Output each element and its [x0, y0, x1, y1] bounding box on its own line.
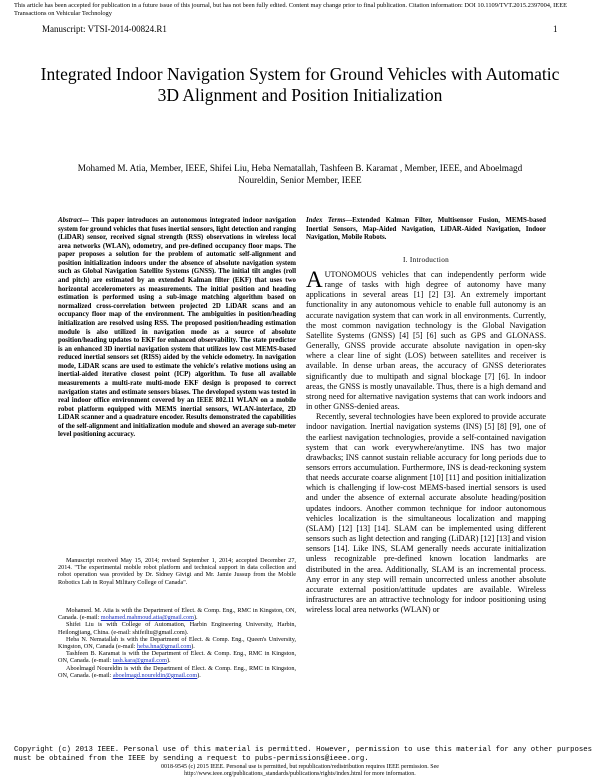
abstract-label: Abstract: [58, 217, 82, 224]
abstract-text: — This paper introduces an autonomous integrated indoor navigation system for ground vehicles that fuses inertial sensors, light detection and ranging (LiDAR) sensor, received signal strength (RSS) observations in wireless local area networks (WLAN), odometry, and pre-defined occupancy floor maps. The paper proposes a solution for the problem of automatic self-alignment and position initialization indoors under the absence of absolute navigation system such as Global Navigation Satellite Systems (GNSS). The initial tilt angles (roll and pitch) are estimated by an extended Kalman filter (EKF) that uses two horizontal accelerometers as measurements. The initial position and heading estimation is performed using a sub-image matching algorithm based on normalized cross-correlation between projected 2D LiDAR scans and an occupancy floor map of the environment. The ambiguities in position/heading initialization are resolved using RSS. The proposed position/heading estimation module is also utilized in navigation mode as a source of absolute position/heading updates to EKF for enhanced observability. The state predictor is an enhanced 3D inertial navigation system that utilizes low cost MEMS-based reduced inertial sensors set (RISS) aided by the vehicle odometry. In navigation mode, LiDAR scans are used to estimate the vehicle's relative motions using an inertial-aided iterative closest point (ICP) algorithm. To fuse all available measurements a multi-rate multi-mode EKF design is proposed to correct navigation states and estimate sensors biases. The developed system was tested in real indoor office environment covered by an IEEE 802.11 WLAN on a mobile robot platform equipped with MEMS inertial sensors, WLAN-interface, 2D LiDAR scanner and a quadrature encoder. Results demonstrated the capabilities of the self-alignment and initialization module and showed an average sub-meter level positioning accuracy.: [58, 217, 296, 439]
affiliation-heba: Heba N. Nematallah is with the Department of Elect. & Comp. Eng., Queen's University, Kingston, ON, Canada (e-mail: heba.hna@gmail.com).: [58, 635, 296, 651]
footnote-received-text: Manuscript received May 15, 2014; revised September 1, 2014; accepted December 27, 2014. "The experimental mobile robot platform and technical support in data collection and robot operation was provided by Dr. Sidney Givigi and Mr. Jamie Jussup from the Mobile Robotics Lab in Royal Military College of Canada".: [58, 557, 296, 586]
index-terms-label: Index Terms: [306, 217, 346, 224]
affiliation-karamat: Tashfeen B. Karamat is with the Department of Elect. & Comp. Eng., RMC in Kingston, ON, Canada. (e-mail: tash.kara@gmail.com).: [58, 650, 296, 665]
drop-cap: A: [306, 267, 323, 292]
email-link-karamat[interactable]: tash.kara@gmail.com: [112, 657, 167, 665]
bottom-permission-note: 0018-9545 (c) 2015 IEEE. Personal use is permitted, but republication/redistribution requires IEEE permission. See http://www.ieee.org/publications_standards/publications/rights/index.html for more information.: [14, 764, 586, 777]
top-citation-note: This article has been accepted for publication in a future issue of this journal, but has not been fully edited. Content may change prior to final publication. Citation information: DOI 10.1109/TVT.2015.2397004, IEEE Transactions on Vehicular Technology: [14, 2, 568, 17]
footnote-received: [58, 557, 296, 586]
index-terms-text: —Extended Kalman Filter, Multisensor Fusion, MEMS-based Inertial Sensors, Map-Aided Navigation, LiDAR-Aided Navigation, Indoor Navigation, Mobile Robots.: [306, 217, 546, 242]
author-affiliations: [58, 607, 296, 679]
manuscript-id: Manuscript: VTSI-2014-00824.R1: [42, 24, 167, 34]
author-list: Mohamed M. Atia, Member, IEEE, Shifei Liu, Heba Nematallah, Tashfeen B. Karamat , Member, IEEE, and Aboelmagd Noureldin, Senior Member, IEEE: [77, 163, 523, 185]
intro-paragraph-1: AUTONOMOUS vehicles that can independently perform wide range of tasks with high degree of autonomy have many applications in several areas [1] [2] [3]. An extremely important functionality in any autonomous vehicle to enable full autonomy is an accurate navigation system that can work in all environments. Currently, the most common navigation technology is the Global Navigation Satellite Systems (GNSS) [4] [5] [6] such as GPS and GLONASS. Generally, GNSS provide accurate absolute navigation in open-sky where a clear line of sight (LOS) between satellites and receiver is available. In dense urban areas, the accuracy of GNSS deteriorates significantly due to multipath and signal blockage [7] [6]. In indoor areas, the GNSS is mostly unavailable. Thus, there is a high demand and strong need for alternative navigation systems that can work indoors and in other GNSS-denied areas.: [306, 267, 546, 412]
introduction-body: [306, 267, 546, 615]
copyright-notice: Copyright (c) 2013 IEEE. Personal use of this material is permitted. However, permission to use this material for any other purposes must be obtained from the IEEE by sending a request to pubs-permissions@ieee.org.: [14, 746, 593, 763]
index-terms: [306, 217, 546, 243]
abstract: [58, 217, 296, 440]
email-link-heba[interactable]: heba.hna@gmail.com: [137, 643, 192, 651]
email-link-atia[interactable]: mohamed.mahmoud.atia@gmail.com: [100, 614, 194, 622]
section-heading-introduction: I. Introduction: [402, 256, 450, 264]
page-number: 1: [553, 24, 558, 34]
paper-title: Integrated Indoor Navigation System for Ground Vehicles with Automatic 3D Alignment and Position Initialization: [40, 64, 560, 105]
affiliation-liu: Shifei Liu is with College of Automation, Harbin Engineering University, Harbin, Heilongjiang, China. (e-mail: shifeiliu@gmail.com).: [58, 621, 296, 636]
affiliation-atia: Mohamed. M. Atia is with the Department of Elect. & Comp. Eng., RMC in Kingston, ON, Canada. (e-mail: mohamed.mahmoud.atia@gmail.com).: [58, 607, 296, 622]
intro-paragraph-2: Recently, several technologies have been explored to provide accurate indoor navigation. Inertial navigation systems (INS) [5] [8] [9], one of the earliest navigation technologies, provide a self-contained navigation system that can work everywhere/anytime. INS has two major drawbacks; INS cannot sustain reliable accuracy for long periods due to sensors errors accumulation. Furthermore, INS is dead-reckoning system that needs accurate coarse alignment [10] [11] and position initialization which is challenging if low-cost MEMS-based inertial sensors is used and under the absence of external accurate absolute heading/position updates indoors. Another common technique for indoor autonomous vehicles localization is the simultaneous localization and mapping (SLAM) [12] [13] [14]. SLAM can be implemented using different sensors such as light detection and ranging (LiDAR) [12] [13] and vision sensors [14]. Like INS, SLAM generally needs accurate initialization unless recognizable pre-defined known location landmarks are distributed in the area. Additionally, SLAM is an incremental process. Any error in any step will remain uncorrected unless another absolute accurate external position/attitude updates are available. Wireless infrastructures are an attractive technology for indoor positioning using wireless local area networks (WLAN) or: [306, 412, 546, 615]
email-link-noureldin[interactable]: aboelmagd.noureldin@gmail.com: [112, 671, 198, 679]
permissions-link[interactable]: http://www.ieee.org/publications_standards/publications/rights/index.html for more information.: [184, 770, 416, 777]
affiliation-noureldin: Aboelmagd Noureldin is with the Department of Elect. & Comp. Eng., RMC in Kingston, ON, Canada. (e-mail: aboelmagd.noureldin@gmail.com).: [58, 664, 296, 679]
